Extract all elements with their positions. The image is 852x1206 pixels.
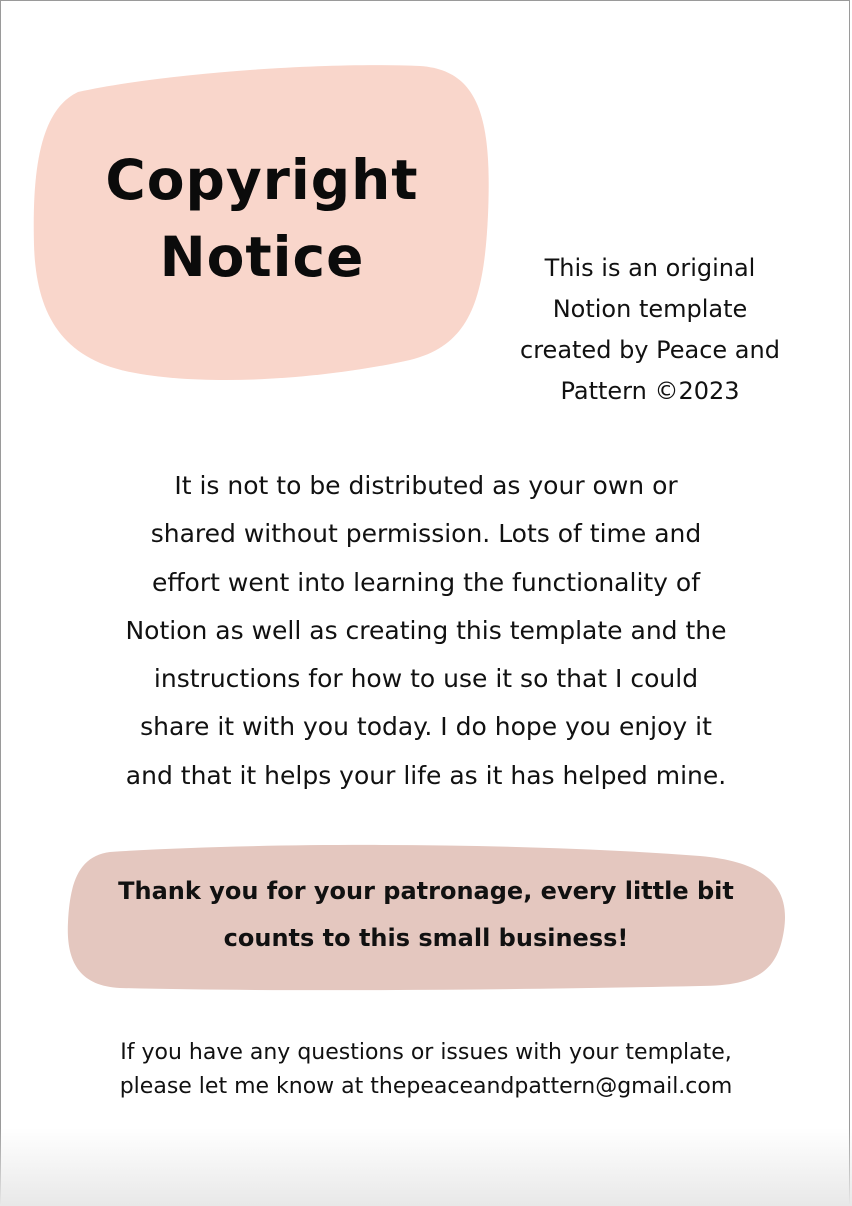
page-bottom-shadow <box>0 1128 852 1206</box>
page-title <box>92 142 432 296</box>
body-line: shared without permission. Lots of time and <box>150 519 702 549</box>
body-line: It is not to be distributed as your own or <box>174 471 678 500</box>
body-line: instructions for how to use it so that I could <box>153 664 699 694</box>
thanks-line: counts to this small business! <box>223 924 629 952</box>
body-line: Notion as well as creating this template and the <box>125 615 727 645</box>
intro-line: This is an original <box>544 254 756 282</box>
intro-line: Notion template <box>552 295 748 323</box>
contact-note <box>40 1036 812 1104</box>
body-line: and that it helps your life as it has helped mine. <box>125 760 727 790</box>
intro-statement <box>490 248 810 412</box>
thank-you-message <box>70 868 782 962</box>
title-line-2: Notice <box>159 225 365 289</box>
title-line-1: Copyright <box>105 148 419 212</box>
contact-line: If you have any questions or issues with your template, <box>120 1040 732 1065</box>
intro-line: Pattern ©2023 <box>560 377 740 405</box>
body-paragraph <box>60 462 792 800</box>
thanks-line: Thank you for your patronage, every little bit <box>118 877 734 905</box>
body-line: effort went into learning the functionality of <box>151 567 701 597</box>
intro-line: created by Peace and <box>520 336 780 364</box>
body-line: share it with you today. I do hope you enjoy it <box>140 712 712 742</box>
contact-line: please let me know at thepeaceandpattern@gmail.com <box>119 1074 733 1099</box>
